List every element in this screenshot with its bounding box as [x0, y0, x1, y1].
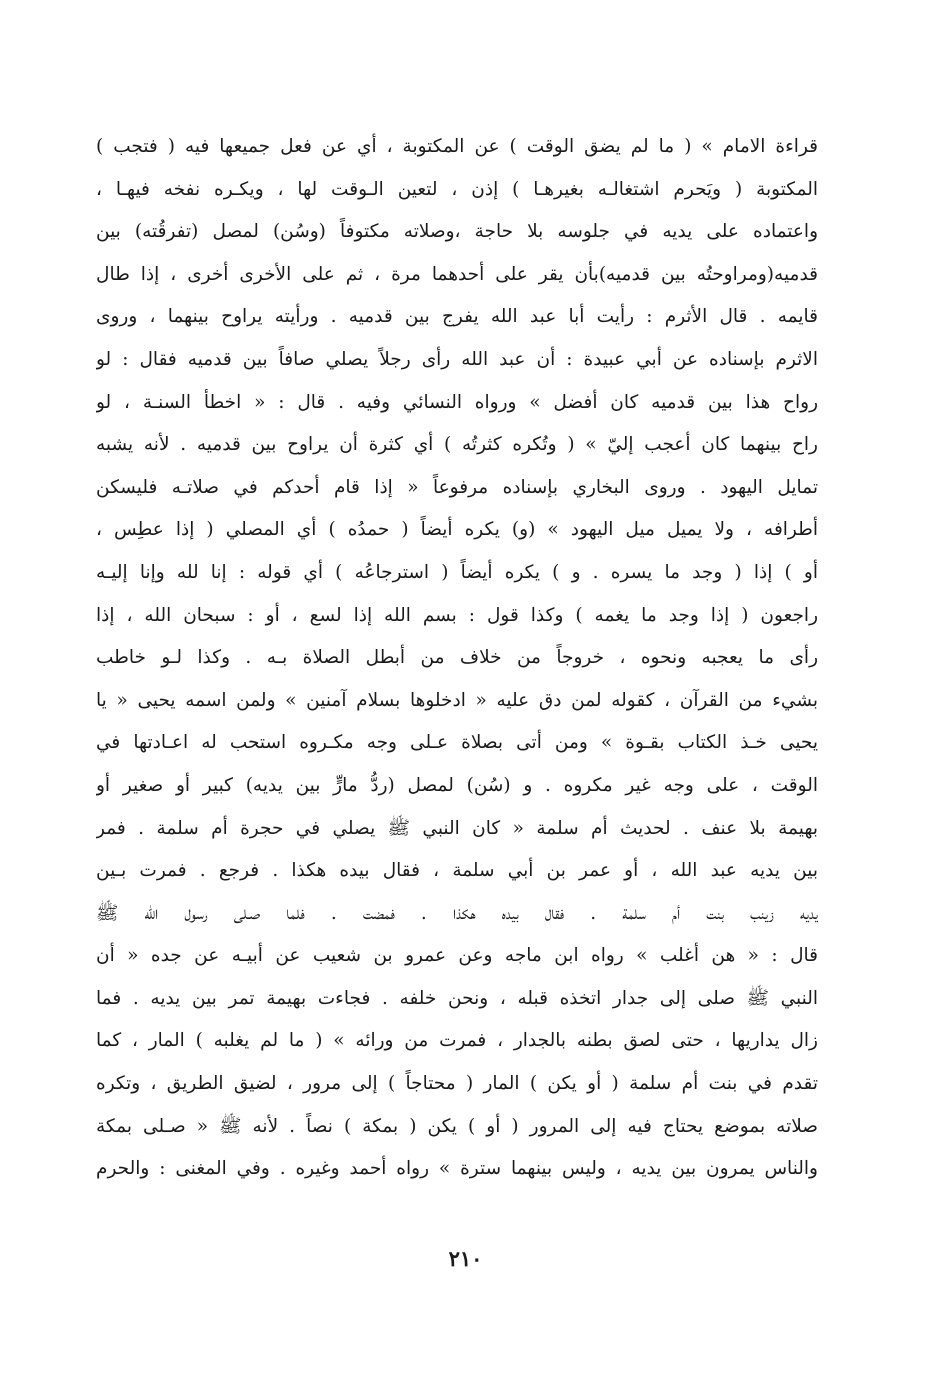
text-line: بهيمة بلا عنف . لحديث أم سلمة « كان النبي ﷺ يصلي في حجرة أم سلمة . فمر	[96, 817, 818, 839]
text-line: بين يديه عبد الله ، أو عمر بن أبي سلمة ، فقال بيده هكذا . فرجع . فمرت بـين	[96, 860, 818, 882]
text-line: الوقت ، على وجه غير مكروه . و (سُن) لمصل (ردُّ مارٍّ بين يديه) كبير أو صغير أو	[96, 774, 818, 796]
text-line: قال : « هن أغلب » رواه ابن ماجه وعن عمرو بن شعيب عن أبيـه عن جده « أن	[96, 945, 818, 967]
text-line: النبي ﷺ صلى إلى جدار اتخذه قبله ، ونحن خلفه . فجاءت بهيمة تمر بين يديه . فما	[96, 987, 818, 1009]
text-line: قدميه(ومراوحتُه بين قدميه)بأن يقر على أحدهما مرة ، ثم على الأخرى أخرى ، إذا طال	[96, 263, 818, 285]
text-line: تقدم في بنت أم سلمة ( أو يكن ) المار ( محتاجاً ) إلى مرور ، لضيق الطريق ، وتكره	[96, 1073, 818, 1095]
text-line: بشيء من القرآن ، كقوله لمن دق عليه « ادخلوها بسلام آمنين » ولمن اسمه يحيى « يا	[96, 689, 818, 711]
text-line: راجعون ( إذا وجد ما يغمه ) وكذا قول : بسم الله إذا لسع ، أو : سبحان الله ، إذا	[96, 604, 818, 626]
text-line: الاثرم بإسناده عن أبي عبيدة : أن عبد الله رأى رجلاً يصلي صافاً بين قدميه فقال : لو	[96, 348, 818, 370]
text-line: رأى ما يعجبه ونحوه ، خروجاً من خلاف من أبطل الصلاة بـه . وكذا لـو خاطب	[96, 647, 818, 669]
text-line: صلاته بموضع يحتاج فيه إلى المرور ( أو ) يكن ( بمكة ) نصاً . لأنه ﷺ « صـلى بمكة	[96, 1115, 818, 1137]
text-line: قراءة الامام » ( ما لم يضق الوقت ) عن المكتوبة ، أي عن فعل جميعها فيه ( فتجب )	[96, 136, 818, 157]
text-line: واعتماده على يديه في جلوسه بلا حاجة ،وصلاته مكتوفاً (وسُن) لمصل (تفرقُته) بين	[96, 221, 818, 243]
text-line: المكتوبة ( ويَحرم اشتغالـه بغيرهـا ) إذن ، لتعين الـوقت لها ، ويكـره نفخه فيهـا ،	[96, 178, 818, 200]
text-line: رواح هذا بين قدميه كان أفضل » ورواه النسائي وفيه . قال : « اخطأ السنـة ، لو	[96, 391, 818, 413]
text-line: تمايل اليهود . وروى البخاري بإسناده مرفوعاً « إذا قام أحدكم في صلاتـه فليسكن	[96, 476, 818, 498]
text-line: يديه زينب بنت أم سلمة . فقال بيده هكذا . فمضت . فلما صـلى رسول الله ﷺ	[96, 902, 818, 924]
text-line: والناس يمرون بين يديه ، وليس بينهما سترة » رواه أحمد وغيره . وفي المغنى : والحرم	[96, 1158, 818, 1180]
text-line: أو ) إذا ( وجد ما يسره . و ) يكره أيضاً ( استرجاعُه ) أي قوله : إنا لله وإنا إليـه	[96, 561, 818, 583]
text-line: زال يداريها ، حتى لصق بطنه بالجدار ، فمرت من ورائه » ( ما لم يغلبه ) المار ، كما	[96, 1030, 818, 1052]
text-line: راح بينهما كان أعجب إليّ » ( وتُكره كثرتُه ) أي كثرة أن يراوح بين قدميه . لأنه يشبه	[96, 434, 818, 456]
page-body-text	[96, 126, 818, 1191]
text-line: قايمه . قال الأثرم : رأيت أبا عبد الله يفرج بين قدميه . ورأيته يراوح بينهما ، وروى	[96, 306, 818, 328]
page-number: ٢١٠	[448, 1246, 483, 1271]
text-line: يحيى خـذ الكتاب بقـوة » ومن أتى بصلاة عـلى وجه مكـروه استحب له اعـادتها في	[96, 732, 818, 754]
text-line: أطرافه ، ولا يميل ميل اليهود » (و) يكره أيضاً ( حمدُه ) أي المصلي ( إذا عطِس ،	[96, 519, 818, 541]
